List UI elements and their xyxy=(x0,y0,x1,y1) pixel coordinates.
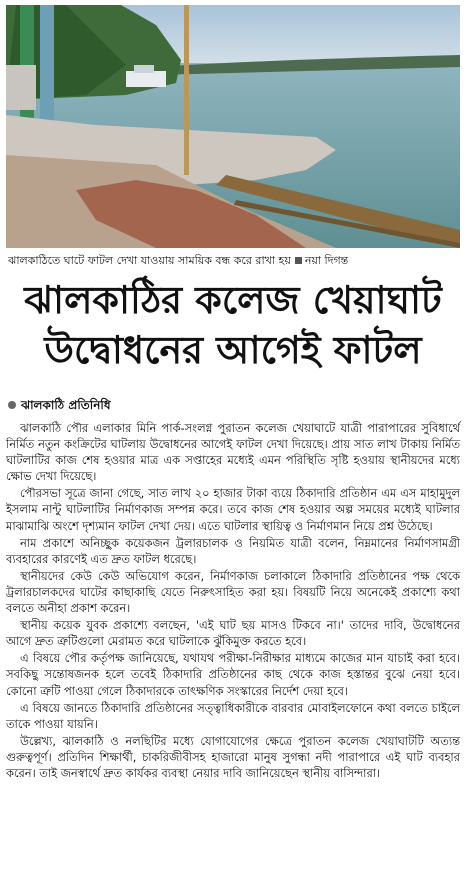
article-paragraph: উল্লেখ্য, ঝালকাঠি ও নলছিটির মধ্যে যোগাযোগের ক্ষেত্রে পুরাতন কলেজ খেয়াঘাটটি অত্যন্ত গুরুত্বপূর্ণ। প্রতিদিন শিক্ষার্থী, চাকরিজীবীসহ হাজারো মানুষ সুগন্ধা নদী পারাপারে এই ঘাট ব্যবহার করেন। তাই জনস্বার্থে দ্রুত কার্যকর ব্যবস্থা নেয়ার দাবি জানিয়েছেন স্থানীয় বাসিন্দারা। xyxy=(6,733,460,780)
caption-text: ঝালকাঠিতে ঘাটে ফাটল দেখা যাওয়ায় সাময়িক বন্ধ করে রাখা হয় xyxy=(8,254,291,267)
article-paragraph: নাম প্রকাশে অনিচ্ছুক কয়েকজন ট্রলারচালক ও নিয়মিত যাত্রী বলেন, নিম্নমানের নির্মাণসামগ্রী ব্যবহারের কারণেই এত দ্রুত ফাটল ধরেছে। xyxy=(6,535,460,566)
article-paragraph: পৌরসভা সূত্রে জানা গেছে, সাত লাখ ২০ হাজার টাকা ব্যয়ে ঠিকাদারি প্রতিষ্ঠান এম এস মাহামুদুল ইসলাম নান্টু ঘাটলাটির নির্মাণকাজ সম্পন্ন করে। তবে কাজ শেষ হওয়ার অল্প সময়ের মধ্যেই ঘাটলার মাঝামাঝি অংশে দৃশ্যমান ফাটল দেখা দেয়। এতে ঘাটলার স্থায়িত্ব ও নির্মাণমান নিয়ে প্রশ্ন উঠেছে। xyxy=(6,486,460,533)
news-photo xyxy=(6,5,460,248)
river-ghat-photo xyxy=(6,5,460,248)
boat xyxy=(126,71,166,87)
square-bullet-icon xyxy=(295,257,302,264)
photo-caption xyxy=(8,254,458,268)
bullet-icon xyxy=(8,401,16,409)
pillar-blue xyxy=(40,5,54,125)
byline xyxy=(8,398,111,412)
byline-text: ঝালকাঠি প্রতিনিধি xyxy=(21,398,111,412)
article-paragraph: এ বিষয়ে জানতে ঠিকাদারি প্রতিষ্ঠানের সত্ত্বাধিকারীকে বারবার মোবাইলফোনে কথা বলতে চাইলে তাকে পাওয়া যায়নি। xyxy=(6,700,460,731)
article-paragraph: স্থানীয়দের কেউ কেউ অভিযোগ করেন, নির্মাণকাজ চলাকালে ঠিকাদারি প্রতিষ্ঠানের পক্ষ থেকে ট্রলারচালকদের ঘাটের কাছাকাছি যেতে নিরুৎসাহিত করা হয়। বিষয়টি নিয়ে অনেকেই প্রকাশ্যে কথা বলতে অনীহা প্রকাশ করেন। xyxy=(6,568,460,616)
bamboo-pole xyxy=(184,5,189,175)
article-paragraph: স্থানীয় কয়েক যুবক প্রকাশ্যে বলছেন, 'এই ঘাট ছয় মাসও টিকবে না।' তাদের দাবি, উদ্বোধনের আগে দ্রুত ত্রুটিগুলো মেরামত করে ঘাটলাকে ঝুঁকিমুক্ত করতে হবে। xyxy=(6,618,460,649)
headline xyxy=(6,278,460,372)
headline-line-2: উদ্বোধনের আগেই ফাটল xyxy=(44,328,422,372)
article-paragraph: এ বিষয়ে পৌর কর্তৃপক্ষ জানিয়েছে, যথাযথ পরীক্ষা-নিরীক্ষার মাধ্যমে কাজের মান যাচাই করা হবে। সবকিছু সন্তোষজনক হলে তবেই ঠিকাদারি প্রতিষ্ঠানের কাছ থেকে কাজ হস্তান্তর বুঝে নেয়া হবে। কোনো ত্রুটি পাওয়া গেলে ঠিকাদারকে তাৎক্ষণিক সংস্কারের নির্দেশ দেয়া হবে। xyxy=(6,651,460,698)
article-body xyxy=(6,420,460,782)
headline-line-1: ঝালকাঠির কলেজ খেয়াঘাট xyxy=(24,278,442,322)
article-paragraph: ঝালকাঠি পৌর এলাকার মিনি পার্ক-সংলগ্ন পুরাতন কলেজ খেয়াঘাটে যাত্রী পারাপারের সুবিধার্থে নির্মিত নতুন কংক্রিটের ঘাটলায় উদ্বোধনের আগেই ফাটল দেখা দিয়েছে। প্রায় সাত লাখ টাকায় নির্মিত ঘাটলাটির কাজ শেষ হওয়ার মাত্র এক সপ্তাহের মধ্যেই এমন পরিস্থিতি সৃষ্টি হওয়ায় স্থানীয়দের মধ্যে ক্ষোভ দেখা দিয়েছে। xyxy=(6,421,460,484)
photo-credit: নয়া দিগন্ত xyxy=(304,254,349,267)
